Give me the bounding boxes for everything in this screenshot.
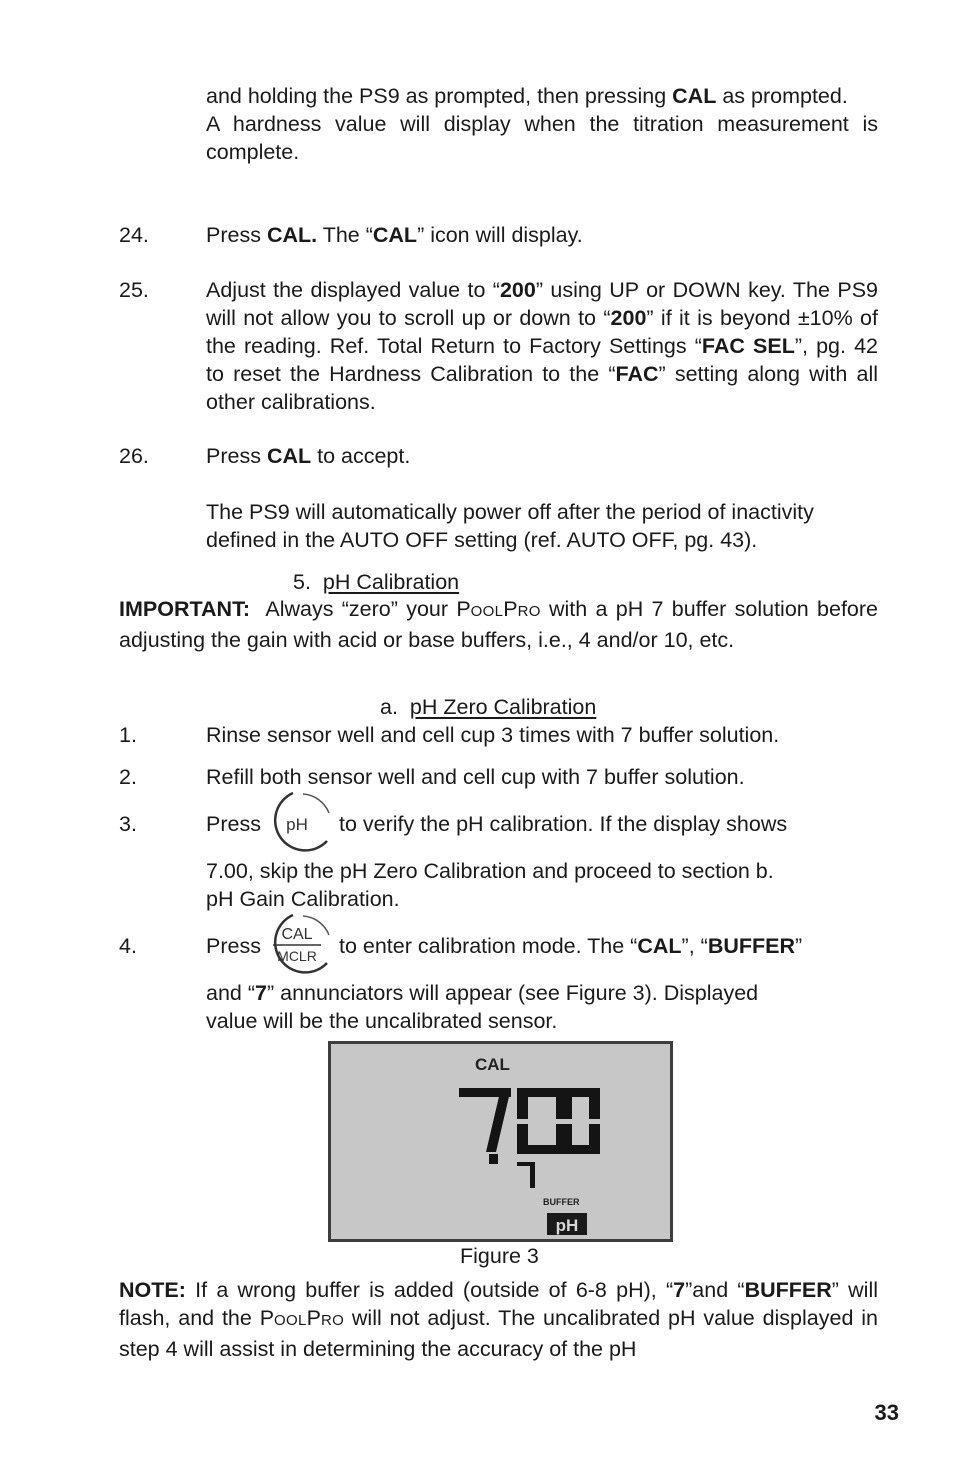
figure-caption: Figure 3 (460, 1244, 539, 1268)
step-24-number: 24. (119, 223, 149, 247)
cal-button-label: CAL (281, 926, 313, 944)
note-paragraph: NOTE: If a wrong buffer is added (outside of 6-8 pH), “7”and “BUFFER” will flash, and the POOLPRO will not adjust. The uncalibrated pH value displayed in step 4 will assist in determining the accuracy of the pH (119, 1278, 879, 1361)
step-25-text: Adjust the displayed value to “200” using UP or DOWN key. The PS9 will not allow you to scroll up or down to “200” if it is beyond ±10% of the reading. Ref. Total Return to Factory Settings “FAC SEL”, pg. 42 to reset the Hardness Calibration to the “FAC” setting along with all other calibrations. (206, 278, 879, 414)
step-2-text: Refill both sensor well and cell cup with 7 buffer solution. (206, 765, 745, 789)
step-4-number: 4. (119, 934, 137, 958)
step-26-number: 26. (119, 444, 149, 468)
step-1-text: Rinse sensor well and cell cup 3 times with 7 buffer solution. (206, 723, 780, 747)
lcd-display-figure (328, 1041, 673, 1242)
step-24-text: Press CAL. The “CAL” icon will display. (206, 223, 583, 247)
ph-button-icon (263, 791, 333, 855)
step-1-number: 1. (119, 723, 137, 747)
auto-off-paragraph: The PS9 will automatically power off after the period of inactivity defined in the AUTO OFF setting (ref. AUTO OFF, pg. 43). (206, 500, 814, 552)
continuation-paragraph: and holding the PS9 as prompted, then pressing CAL as prompted. A hardness value will display when the titration measurement is complete. (206, 84, 878, 164)
svg-text:7.00: 7.00 (467, 1086, 469, 1087)
lcd-cal-annunciator: CAL (475, 1055, 510, 1074)
ph-button-label: pH (286, 815, 308, 835)
lcd-buffer-digit-7 (517, 1162, 535, 1188)
step-2-number: 2. (119, 765, 137, 789)
page-number: 33 (874, 1400, 899, 1425)
important-paragraph: IMPORTANT: Always “zero” your POOLPRO with a pH 7 buffer solution before adjusting the gain with acid or base buffers, i.e., 4 and/or 10, etc. (119, 597, 878, 652)
cal-mclr-button-icon (263, 913, 333, 977)
mclr-button-label: MCLR (277, 948, 317, 965)
section-heading-ph-calibration: 5. pH Calibration (293, 570, 460, 594)
svg-text:7: 7 (521, 1184, 522, 1185)
step-4-continuation: and “7” annunciators will appear (see Figure 3). Displayed value will be the uncalibrated sensor. (206, 981, 759, 1033)
lcd-ph-mode-indicator: pH (555, 1216, 579, 1235)
step-4-text: Press CAL MCLR to enter calibration mode. The “CAL”, “BUFFER” (206, 932, 878, 961)
step-25-number: 25. (119, 278, 149, 302)
lcd-buffer-annunciator: BUFFER (543, 1197, 580, 1207)
step-26-text: Press CAL to accept. (206, 444, 411, 468)
step-3-text: Press pH to verify the pH calibration. If the display shows (206, 810, 878, 839)
lcd-reading-7-00 (459, 1088, 600, 1164)
subheading-ph-zero-calibration: a. pH Zero Calibration (380, 695, 597, 719)
step-3-continuation: 7.00, skip the pH Zero Calibration and proceed to section b. pH Gain Calibration. (206, 859, 774, 911)
step-3-number: 3. (119, 812, 137, 836)
